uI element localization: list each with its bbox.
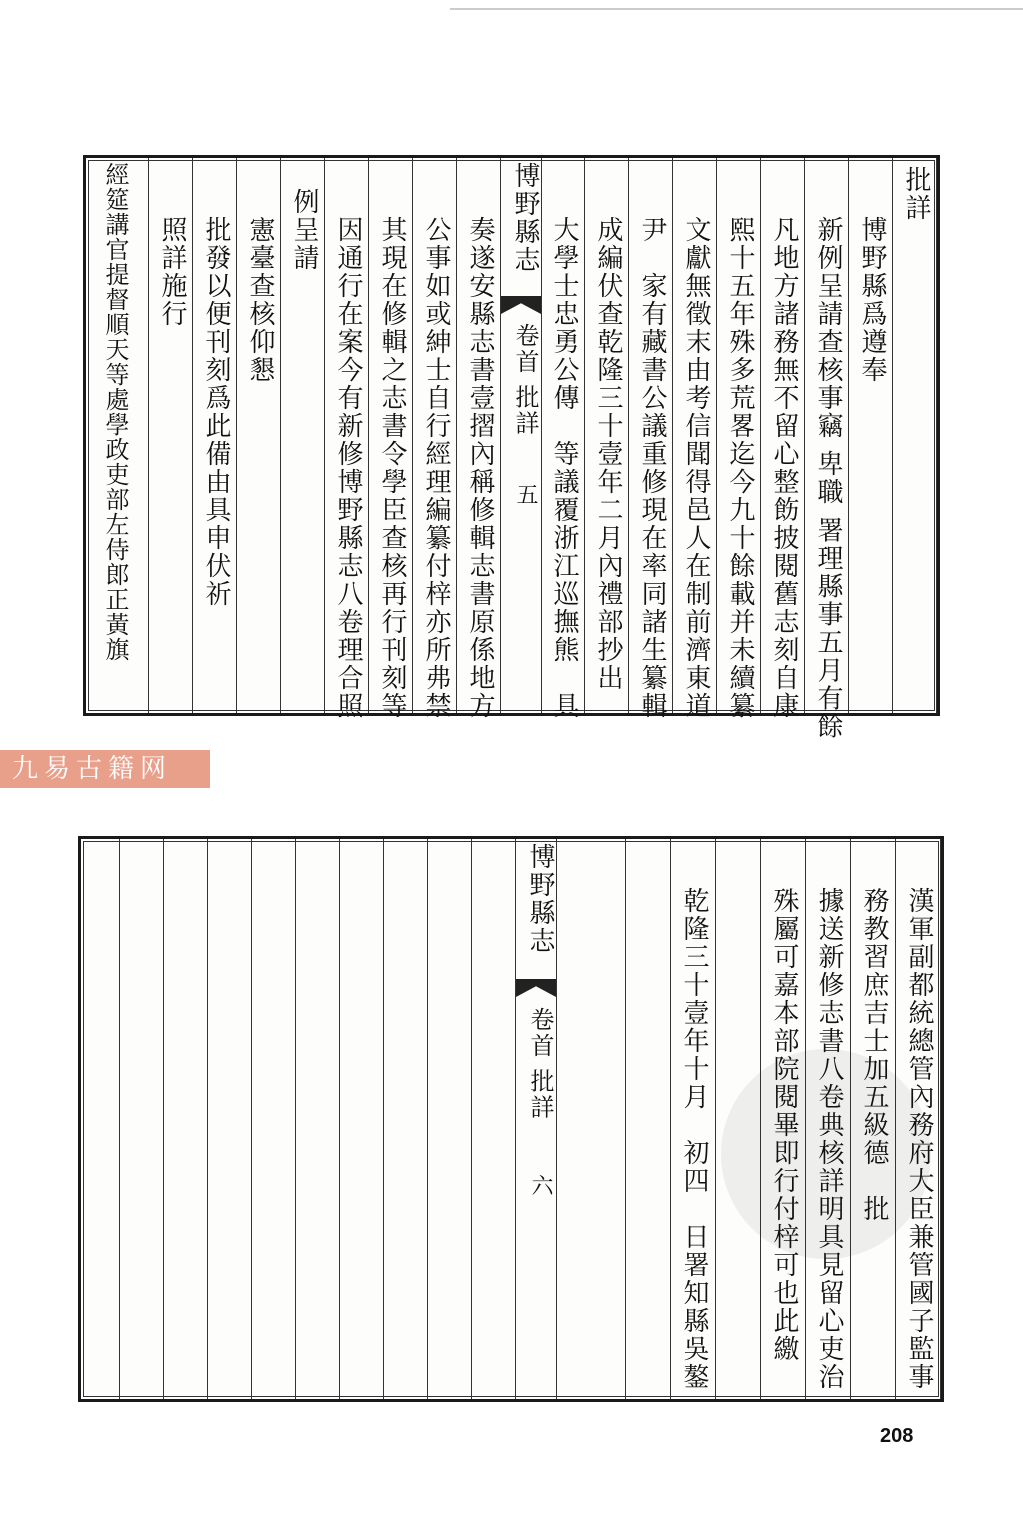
bottom-col-r1 [895,839,941,1399]
top-col-r1 [892,158,937,713]
scan-top-edge [450,0,1023,10]
top-col-r2 [848,158,893,713]
column-text: 因通行在案今有新修博野縣志八卷理合照 [333,216,363,720]
top-col-l3 [368,158,413,720]
bottom-col-l6 [251,839,296,1399]
bottom-col-r4 [760,839,806,1399]
column-text: 經筵講官提督順天等處學政吏部左侍郎正黃旗 [101,162,129,662]
top-col-r5 [716,158,761,720]
top-col-r3 [804,158,849,741]
top-col-l1 [456,158,501,720]
column-text: 批發以便刊刻爲此備由具申伏祈 [201,216,231,608]
column-text: 熙十五年殊多荒畧迄今九十餘載并未續纂 [725,216,755,720]
top-col-l8 [148,158,193,713]
bottom-col-l8 [163,839,208,1399]
fishtail-mark [501,296,541,314]
bottom-col-l4 [339,839,384,1399]
column-text: 例呈請 [289,188,319,272]
column-text: 殊屬可嘉本部院閱畢即行付梓可也此繳 [769,887,799,1363]
column-text: 公事如或紳士自行經理編纂付梓亦所弗禁 [421,216,451,720]
bottom-col-l5 [295,839,340,1399]
bottom-col-r2 [850,839,896,1399]
leaf-number: 五 [513,483,538,505]
bottom-center-fold [515,839,557,1399]
volume-label: 卷首 批詳 [511,323,539,437]
bottom-col-l7 [207,839,252,1399]
bottom-col-r7 [625,839,671,1399]
top-col-r6 [672,158,717,720]
volume-label: 卷首 批詳 [526,1007,554,1121]
bottom-page-frame [78,836,944,1402]
bottom-col-r6 [670,839,716,1399]
site-watermark: 九易古籍网 [0,750,210,788]
top-col-l6 [236,158,281,713]
column-text: 尹 家有藏書公議重修現在率同諸生纂輯 [637,216,667,720]
column-text: 務教習庶吉士加五級德 批 [859,887,889,1223]
top-col-l7 [192,158,237,713]
book-title: 博野縣志 [510,162,540,274]
top-col-r8 [584,158,629,713]
column-text: 大學士忠勇公傳 等議覆浙江巡撫熊 具 [549,216,579,720]
top-col-l4 [324,158,369,720]
column-text: 乾隆三十壹年十月 初四 日署知縣吳鏊 [679,887,709,1391]
top-page-frame [83,155,940,741]
top-col-l5 [280,158,325,713]
bottom-col-r5 [715,839,761,1399]
column-text: 憲臺查核仰懇 [245,216,275,384]
column-text: 其現在修輯之志書令學臣查核再行刊刻等 [377,216,407,720]
column-text: 成編伏查乾隆三十壹年二月內禮部抄出 [593,216,623,692]
column-text: 奏遂安縣志書壹摺內稱修輯志書原係地方 [465,216,495,720]
column-text: 文獻無徵末由考信聞得邑人在制前濟東道 [681,216,711,720]
top-col-r9 [540,158,585,720]
bottom-col-l2 [427,839,472,1399]
top-col-l9 [86,158,149,713]
fishtail-mark [516,979,556,997]
top-center-fold [500,158,542,713]
page-number: 208 [880,1425,914,1447]
bottom-col-l3 [383,839,428,1399]
column-text: 批詳 [901,166,931,222]
bottom-col-l1 [471,839,516,1399]
column-text: 新例呈請查核事竊 卑職 署理縣事五月有餘 [813,216,843,741]
bottom-col-l9 [119,839,164,1399]
bottom-col-l10 [81,839,120,1399]
column-text: 漢軍副都統總管內務府大臣兼管國子監事 [904,887,934,1391]
leaf-number: 六 [528,1174,553,1196]
bottom-col-r3 [805,839,851,1399]
top-col-l2 [412,158,457,720]
bottom-col-r8 [555,839,626,1399]
column-text: 據送新修志書八卷典核詳明具見留心吏治 [814,887,844,1391]
column-text: 凡地方諸務無不留心整飭披閱舊志刻自康 [769,216,799,720]
top-col-r4 [760,158,805,720]
book-title: 博野縣志 [525,843,555,955]
top-col-r7 [628,158,673,720]
column-text: 照詳施行 [157,216,187,328]
column-text: 博野縣爲遵奉 [857,216,887,384]
